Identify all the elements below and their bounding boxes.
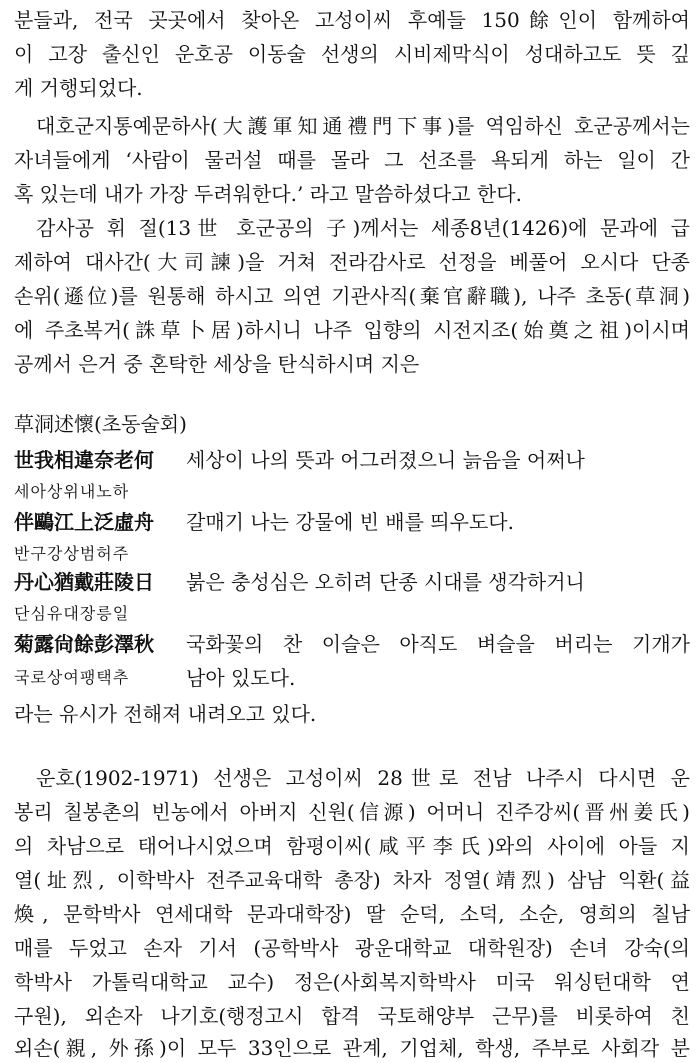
poem-verse-hanja: 伴鷗江上泛虛舟 [14, 510, 154, 534]
hogun-line: 혹 있는데 내가 가장 두려워한다.’ 라고 말씀하셨다고 한다. [14, 182, 522, 206]
poem-closing: 라는 유시가 전해져 내려오고 있다. [14, 702, 317, 726]
unho-line: 구원), 외손자 나기호(행정고시 합격 국토해양부 근무)를 비롯하여 친 [14, 1004, 690, 1028]
poem-verse-translation: 세상이 나의 뜻과 어그러졌으니 늙음을 어쩌나 [186, 448, 585, 472]
gamsa-line: 손위(遜位)를 원통해 하시고 의연 기관사직(棄官辭職), 나주 초동(草洞) [14, 284, 690, 308]
poem-verse-reading: 국로상여팽택추 [14, 668, 130, 687]
gamsa-line: 제하여 대사간(大司諫)을 거쳐 전라감사로 선정을 베풀어 오시다 단종 [14, 250, 690, 274]
unho-line: 봉리 칠봉촌의 빈농에서 아버지 신원(信源) 어머니 진주강씨(晋州姜氏) [14, 800, 690, 824]
gamsa-line: 감사공 휘 절(13世 호군공의 子)께서는 세종8년(1426)에 문과에 급 [36, 216, 690, 240]
unho-line: 학박사 가톨릭대학교 교수) 정은(사회복지학박사 미국 워싱턴대학 연 [14, 970, 690, 994]
intro-line: 분들과, 전국 곳곳에서 찾아온 고성이씨 후예들 150餘인이 함께하여 [14, 8, 690, 32]
poem-verse-translation: 국화꽃의 찬 이슬은 아직도 벼슬을 버리는 기개가 [186, 632, 690, 656]
poem-verse-reading: 세아상위내노하 [14, 482, 130, 501]
unho-line: 열(址烈, 이학박사 전주교육대학 총장) 차자 정열(靖烈) 삼남 익환(益 [14, 868, 690, 892]
hogun-line: 대호군지통예문하사(大護軍知通禮門下事)를 역임하신 호군공께서는 [36, 114, 690, 138]
poem-verse-translation: 붉은 충성심은 오히려 단종 시대를 생각하거니 [186, 570, 585, 594]
poem-verse-hanja: 丹心猶戴莊陵日 [14, 570, 154, 594]
poem-verse-translation: 갈매기 나는 강물에 빈 배를 띄우도다. [186, 510, 514, 534]
intro-line: 이 고장 출신인 운호공 이동술 선생의 시비제막식이 성대하고도 뜻 깊 [14, 42, 690, 66]
poem-verse-hanja: 世我相違奈老何 [14, 448, 154, 472]
gamsa-line: 공께서 은거 중 혼탁한 세상을 탄식하시며 지은 [14, 352, 420, 376]
intro-line: 게 거행되었다. [14, 76, 143, 100]
poem-verse-reading: 단심유대장릉일 [14, 604, 130, 623]
gamsa-line: 에 주초복거(誅草卜居)하시니 나주 입향의 시전지조(始奠之祖)이시며 [14, 318, 690, 342]
unho-line: 煥, 문학박사 연세대학 문과대학장) 딸 순덕, 소덕, 소순, 영희의 칠남 [14, 902, 690, 926]
unho-line: 매를 두었고 손자 기서 (공학박사 광운대학교 대학원장) 손녀 강숙(의 [14, 936, 690, 960]
poem-verse-hanja: 菊露尙餘彭澤秋 [14, 632, 154, 656]
unho-line: 의 차남으로 태어나시었으며 함평이씨(咸平李氏)와의 사이에 아들 지 [14, 834, 690, 858]
hogun-line: 자녀들에게 ‘사람이 물러설 때를 몰라 그 선조를 욕되게 하는 일이 간 [14, 148, 690, 172]
unho-line: 운호(1902-1971) 선생은 고성이씨 28世로 전남 나주시 다시면 운 [36, 766, 690, 790]
poem-verse-reading: 반구강상범허주 [14, 544, 130, 563]
poem-verse-translation: 남아 있도다. [186, 666, 296, 690]
unho-line: 외손(親, 外孫)이 모두 33인으로 관계, 기업체, 학생, 주부로 사회각 분 [14, 1036, 690, 1060]
poem-title: 草洞述懷(초동술회) [14, 412, 187, 436]
